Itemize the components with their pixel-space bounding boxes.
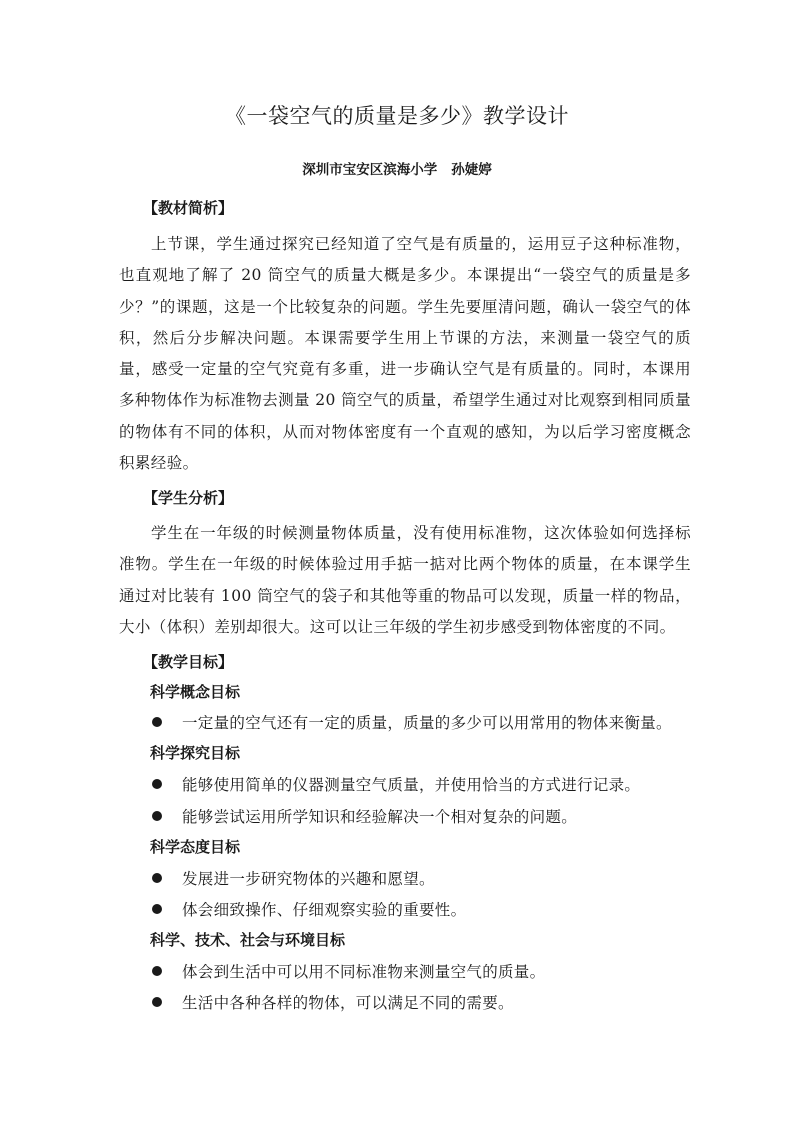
bullet-icon [152, 997, 162, 1007]
bullet-icon [152, 873, 162, 883]
section-heading-students: 【学生分析】 [143, 489, 234, 507]
goal-item: 发展进一步研究物体的兴趣和愿望。 [152, 867, 435, 889]
goal-item: 生活中各种各样的物体，可以满足不同的需要。 [152, 991, 514, 1013]
goal-title-inquiry: 科学探究目标 [150, 744, 241, 762]
bullet-icon [152, 717, 162, 727]
goal-item: 体会到生活中可以用不同标准物来测量空气的质量。 [152, 960, 545, 982]
textbook-analysis-paragraph: 上节课，学生通过探究已经知道了空气是有质量的，运用豆子这种标准物，也直观地了解了 20 筒空气的质量大概是多少。本课提出“一袋空气的质量是多少？”的课题，这是一个比较复杂的问题。学生先要厘清问题，确认一袋空气的体积，然后分步解决问题。本课需要学生用上节课的方法，来测量一袋空气的质量，感受一定量的空气究竟有多重，进一步确认空气是有质量的。同时，本课用多种物体作为标准物去测量 20 筒空气的质量，希望学生通过对比观察到相同质量的物体有不同的体积，从而对物体密度有一个直观的感知，为以后学习密度概念积累经验。 [119, 235, 691, 473]
goal-item: 能够使用简单的仪器测量空气质量，并使用恰当的方式进行记录。 [152, 773, 640, 795]
byline [0, 158, 794, 178]
bullet-icon [152, 904, 162, 914]
school-name: 深圳市宝安区滨海小学 [302, 162, 438, 178]
section-heading-textbook: 【教材简析】 [143, 199, 234, 217]
section-heading-goals: 【教学目标】 [143, 653, 234, 671]
author-name: 孙婕婷 [451, 162, 492, 178]
bullet-icon [152, 779, 162, 789]
bullet-icon [152, 811, 162, 821]
goal-title-attitude: 科学态度目标 [150, 838, 241, 856]
goal-title-stse: 科学、技术、社会与环境目标 [150, 931, 346, 949]
goal-item: 能够尝试运用所学知识和经验解决一个相对复杂的问题。 [152, 805, 577, 827]
goal-title-concept: 科学概念目标 [150, 683, 241, 701]
document-title: 《一袋空气的质量是多少》教学设计 [225, 104, 569, 128]
goal-item: 体会细致操作、仔细观察实验的重要性。 [152, 898, 466, 920]
bullet-icon [152, 966, 162, 976]
goal-item: 一定量的空气还有一定的质量，质量的多少可以用常用的物体来衡量。 [152, 711, 672, 733]
student-analysis-paragraph: 学生在一年级的时候测量物体质量，没有使用标准物，这次体验如何选择标准物。学生在一年级的时候体验过用手掂一掂对比两个物体的质量，在本课学生通过对比装有 100 筒空气的袋子和其他等重的物品可以发现，质量一样的物品，大小（体积）差别却很大。这可以让三年级的学生初步感受到物体密度的不同。 [119, 524, 691, 636]
